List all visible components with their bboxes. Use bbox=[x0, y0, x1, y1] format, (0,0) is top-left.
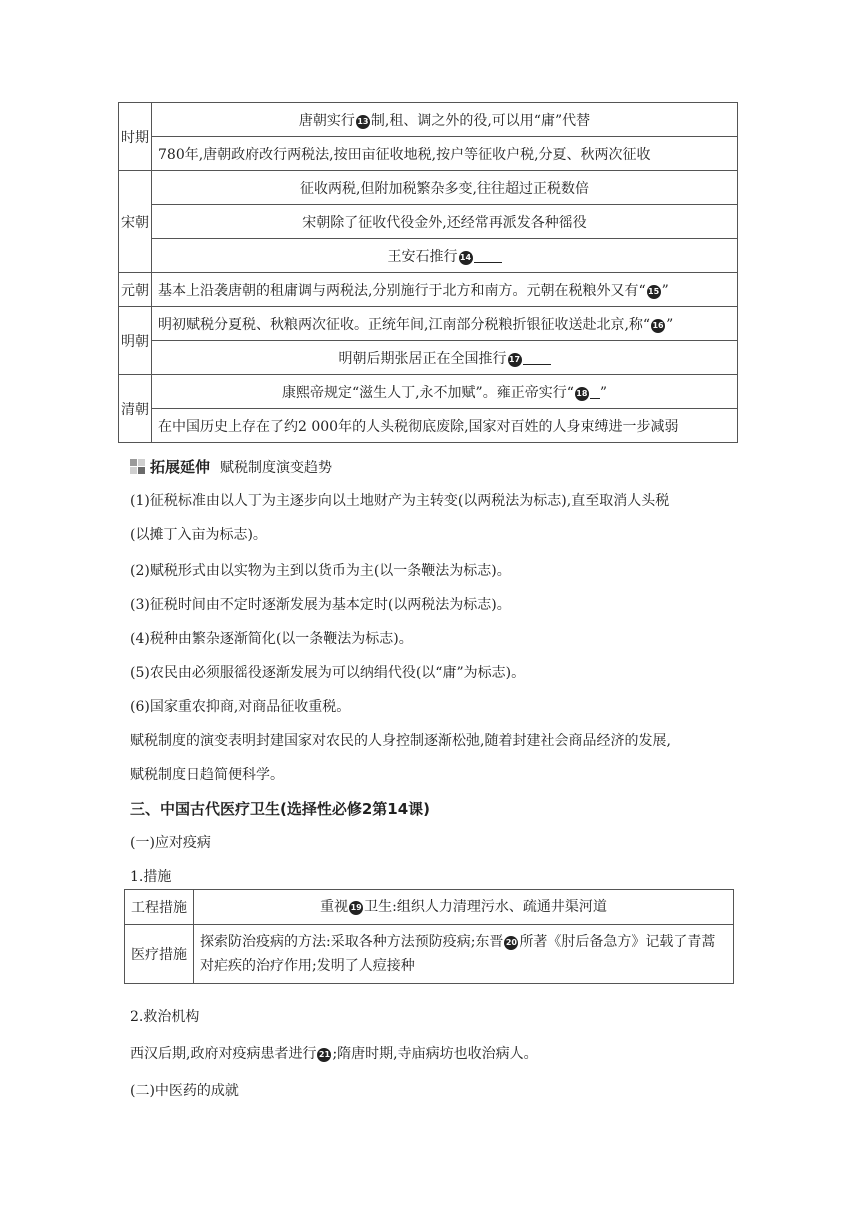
content-cell bbox=[152, 239, 738, 273]
content-cell bbox=[152, 205, 738, 239]
text-run: 王安石推行 bbox=[387, 248, 458, 265]
measure-content bbox=[194, 890, 734, 925]
tax-system-table bbox=[118, 102, 738, 443]
table-row bbox=[119, 307, 738, 341]
extension-grid-icon bbox=[130, 459, 146, 475]
text-run: 明朝后期张居正在全国推行 bbox=[338, 350, 507, 367]
extension-line-9: 赋税制度日趋简便科学。 bbox=[130, 767, 284, 783]
extension-line-1: (1)征税标准由以人丁为主逐步向以土地财产为主转变(以两税法为标志),直至取消人头税 bbox=[130, 493, 670, 509]
blank-number-marker: 14 bbox=[459, 251, 473, 265]
extension-line-7: (6)国家重农抑商,对商品征收重税。 bbox=[130, 699, 351, 715]
measures-table bbox=[124, 889, 734, 984]
text-run: 征收两税,但附加税繁杂多变,往往超过正税数倍 bbox=[300, 180, 589, 197]
table-row bbox=[119, 205, 738, 239]
text-run: 宋朝除了征收代役金外,还经常再派发各种徭役 bbox=[302, 214, 587, 231]
text-run: 西汉后期,政府对疫病患者进行 bbox=[130, 1046, 317, 1062]
blank-number-marker: 16 bbox=[651, 319, 665, 333]
period-cell bbox=[119, 103, 152, 171]
text-run: 探索防治疫病的方法:采取各种方法预防疫病;东晋 bbox=[200, 934, 504, 950]
extension-heading bbox=[130, 456, 332, 477]
extension-line-6: (5)农民由必须服徭役逐渐发展为可以纳绢代役(以“庸”为标志)。 bbox=[130, 665, 526, 681]
extension-subtitle: 赋税制度演变趋势 bbox=[220, 459, 333, 476]
content-cell bbox=[152, 409, 738, 443]
content-cell bbox=[152, 103, 738, 137]
section-3-sub-1: (一)应对疫病 bbox=[130, 835, 211, 851]
blank-number-marker: 19 bbox=[349, 901, 363, 915]
text-run: ” bbox=[666, 316, 674, 333]
text-run: 所著《肘后备急方》记载了青蒿对疟疾的治疗作用;发明了人痘接种 bbox=[200, 934, 716, 974]
extension-title: 拓展延伸 bbox=[150, 458, 211, 476]
fill-in-blank[interactable] bbox=[474, 248, 502, 263]
table-row bbox=[125, 890, 734, 925]
extension-line-8: 赋税制度的演变表明封建国家对农民的人身控制逐渐松弛,随着封建社会商品经济的发展, bbox=[130, 733, 671, 749]
table-row bbox=[119, 137, 738, 171]
fill-in-blank[interactable] bbox=[523, 350, 551, 365]
period-cell bbox=[119, 273, 152, 307]
table-row bbox=[119, 171, 738, 205]
text-run: 卫生:组织人力清理污水、疏通井渠河道 bbox=[364, 899, 607, 915]
extension-line-2: (以摊丁入亩为标志)。 bbox=[130, 527, 267, 543]
text-run: 重视 bbox=[320, 899, 349, 915]
table-row bbox=[119, 103, 738, 137]
measure-label: 医疗措施 bbox=[125, 925, 194, 984]
text-run: 唐朝实行 bbox=[298, 112, 355, 129]
period-label: 清朝 bbox=[121, 401, 149, 418]
period-label: 明朝 bbox=[121, 333, 149, 350]
extension-line-4: (3)征税时间由不定时逐渐发展为基本定时(以两税法为标志)。 bbox=[130, 597, 511, 613]
measure-content bbox=[194, 925, 734, 984]
extension-line-5: (4)税种由繁杂逐渐简化(以一条鞭法为标志)。 bbox=[130, 631, 413, 647]
text-run: ” bbox=[661, 282, 669, 299]
section-3-title: 三、中国古代医疗卫生(选择性必修2第14课) bbox=[130, 800, 431, 818]
table-row bbox=[119, 273, 738, 307]
period-cell bbox=[119, 307, 152, 375]
text-run: 基本上沿袭唐朝的租庸调与两税法,分别施行于北方和南方。元朝在税粮外又有“ bbox=[158, 282, 646, 299]
text-run: ;隋唐时期,寺庙病坊也收治病人。 bbox=[332, 1046, 538, 1062]
section-3-item-2: 2.救治机构 bbox=[130, 1009, 200, 1025]
text-run: ” bbox=[599, 384, 608, 401]
content-cell bbox=[152, 171, 738, 205]
table-row bbox=[125, 925, 734, 984]
period-cell bbox=[119, 375, 152, 443]
blank-number-marker: 13 bbox=[356, 115, 370, 129]
period-label: 宋朝 bbox=[121, 214, 149, 231]
fill-in-blank[interactable] bbox=[590, 384, 600, 399]
table-row bbox=[119, 341, 738, 375]
period-label: 时期 bbox=[121, 129, 149, 146]
table-row bbox=[119, 239, 738, 273]
content-cell bbox=[152, 341, 738, 375]
text-run: 康熙帝规定“滋生人丁,永不加赋”。雍正帝实行“ bbox=[281, 384, 574, 401]
content-cell bbox=[152, 137, 738, 171]
period-label: 元朝 bbox=[121, 282, 149, 299]
content-cell bbox=[152, 307, 738, 341]
blank-number-marker: 17 bbox=[508, 353, 522, 367]
section-3-sub-2: (二)中医药的成就 bbox=[130, 1083, 239, 1099]
section-3-item-2-text bbox=[130, 1043, 538, 1063]
period-cell bbox=[119, 171, 152, 273]
text-run: 780年,唐朝政府改行两税法,按田亩征收地税,按户等征收户税,分夏、秋两次征收 bbox=[158, 146, 651, 163]
table-row bbox=[119, 409, 738, 443]
section-3-item-1: 1.措施 bbox=[130, 869, 172, 885]
text-run: 制,租、调之外的役,可以用“庸”代替 bbox=[370, 112, 591, 129]
text-run: 明初赋税分夏税、秋粮两次征收。正统年间,江南部分税粮折银征收送赴北京,称“ bbox=[158, 316, 651, 333]
content-cell bbox=[152, 375, 738, 409]
table-row bbox=[119, 375, 738, 409]
extension-line-3: (2)赋税形式由以实物为主到以货币为主(以一条鞭法为标志)。 bbox=[130, 563, 511, 579]
text-run: 在中国历史上存在了约2 000年的人头税彻底废除,国家对百姓的人身束缚进一步减弱 bbox=[158, 418, 679, 435]
blank-number-marker: 21 bbox=[317, 1048, 331, 1062]
blank-number-marker: 20 bbox=[504, 936, 518, 950]
content-cell bbox=[152, 273, 738, 307]
blank-number-marker: 18 bbox=[575, 387, 589, 401]
blank-number-marker: 15 bbox=[647, 285, 661, 299]
measure-label: 工程措施 bbox=[125, 890, 194, 925]
